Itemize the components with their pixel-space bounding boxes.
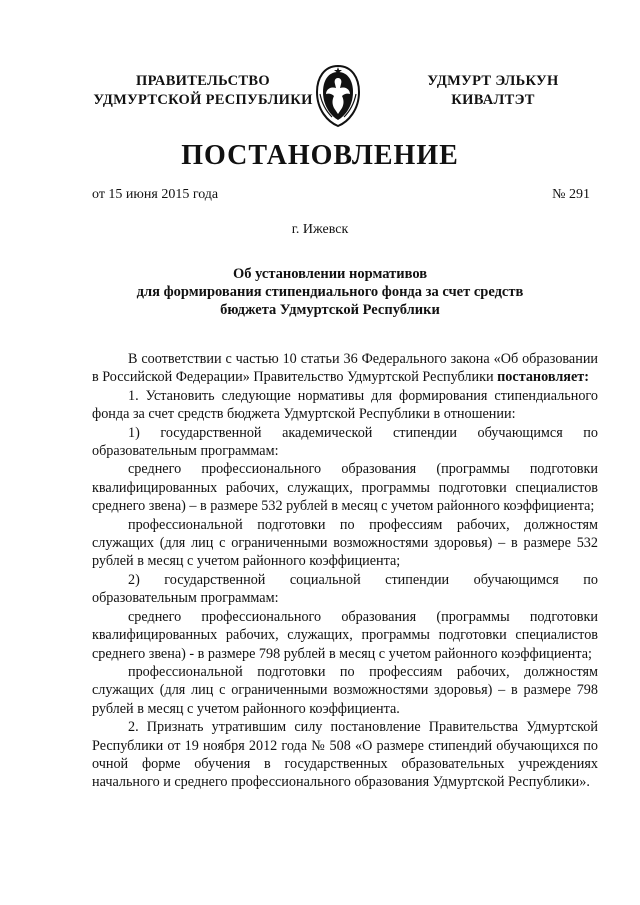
government-name-udmurt <box>398 72 588 110</box>
title-line2: для формирования стипендиального фонда за счет средств <box>136 284 524 300</box>
body-paragraph-8: 2. Признать утратившим силу постановление Правительства Удмуртской Республики от 19 ноября 2012 года № 508 «О размере стипендий обучающихся по очной форме обучения в государственных образовательных учреждениях начального и среднего профессионального образования Удмуртской Республики». <box>92 719 598 791</box>
body-paragraph-1: 1. Установить следующие нормативы для формирования стипендиального фонда за счет средств бюджета Удмуртской Республики в отношении: <box>92 387 598 423</box>
government-name-udmurt-line2: КИВАЛТЭТ <box>451 92 535 108</box>
body-intro-bold: постановляет: <box>497 369 589 386</box>
body-paragraph-3: среднего профессионального образования (программы подготовки квалифицированных рабочих, служащих, программы подготовки специалистов среднего звена) – в размере 532 рублей в месяц с учетом районного коэффициента; <box>92 461 598 515</box>
government-name-russian <box>78 72 328 110</box>
document-type-heading: ПОСТАНОВЛЕНИЕ <box>181 140 459 171</box>
document-city: г. Ижевск <box>291 222 349 237</box>
body-paragraph-7: профессиональной подготовки по профессиям рабочих, должностям служащих (для лиц с ограниченными возможностями здоровья) – в размере 798 рублей в месяц с учетом районного коэффициента. <box>92 663 598 717</box>
title-line1: Об установлении нормативов <box>232 266 428 282</box>
government-name-line2: УДМУРТСКОЙ РЕСПУБЛИКИ <box>93 92 313 108</box>
udmurt-coat-of-arms-icon <box>314 64 362 128</box>
document-header <box>0 70 640 130</box>
document-number: № 291 <box>552 187 590 202</box>
body-paragraph-5: 2) государственной социальной стипендии обучающимся по образовательным программам: <box>92 571 598 607</box>
document-body <box>92 350 598 792</box>
document-date: от 15 июня 2015 года <box>92 187 219 202</box>
document-title <box>60 265 600 319</box>
government-name-udmurt-line1: УДМУРТ ЭЛЬКУН <box>427 73 559 89</box>
body-paragraph-2: 1) государственной академической стипендии обучающимся по образовательным программам: <box>92 424 598 460</box>
body-intro-text: В соответствии с частью 10 статьи 36 Федерального закона «Об образовании в Российской Федерации» Правительство Удмуртской Республики <box>92 351 598 386</box>
body-paragraph-6: среднего профессионального образования (программы подготовки квалифицированных рабочих, служащих, программы подготовки специалистов среднего звена) - в размере 798 рублей в месяц с учетом районного коэффициента; <box>92 608 598 662</box>
government-name-line1: ПРАВИТЕЛЬСТВО <box>136 73 270 89</box>
body-paragraph-4: профессиональной подготовки по профессиям рабочих, должностям служащих (для лиц с ограниченными возможностями здоровья) – в размере 532 рублей в месяц с учетом районного коэффициента; <box>92 516 598 570</box>
title-line3: бюджета Удмуртской Республики <box>220 302 440 318</box>
body-intro-paragraph <box>92 350 598 387</box>
